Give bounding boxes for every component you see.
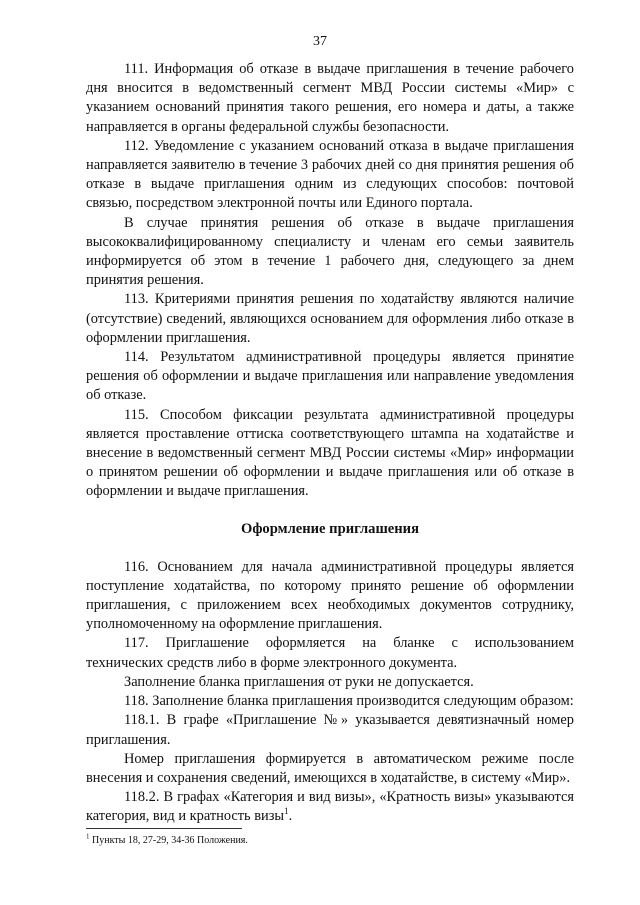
- paragraph-116: 116. Основанием для начала административной процедуры является поступление ходатайства, по которому принято решение об оформлении приглашения, с приложением всех необходимых документов сотруднику, уполномоченному на оформление приглашения.: [86, 558, 574, 633]
- paragraph-114: 114. Результатом административной процедуры является принятие решения об оформлении и выдаче приглашения или направление уведомления об отказе.: [86, 349, 574, 404]
- paragraph-118-1-note: Номер приглашения формируется в автоматическом режиме после внесения и сохранения сведений, имеющихся в ходатайстве, в систему «Мир».: [86, 750, 574, 786]
- paragraph-112: 112. Уведомление с указанием оснований отказа в выдаче приглашения направляется заявителю в течение 3 рабочих дней со дня принятия решения об отказе в выдаче приглашения одним из следующих способов: почтовой связью, посредством электронной почты или Единого портала.: [86, 137, 574, 212]
- page-number: 37: [313, 34, 327, 49]
- paragraph-111: 111. Информация об отказе в выдаче приглашения в течение рабочего дня вносится в ведомственный сегмент МВД России системы «Мир» с указанием оснований принятия такого решения, его номера и даты, а также направляется в органы федеральной службы безопасности.: [86, 61, 574, 135]
- paragraph-115: 115. Способом фиксации результата административной процедуры является проставление оттиска соответствующего штампа на ходатайстве и внесение в ведомственный сегмент МВД России системы «Мир» информации о принятом решении об оформлении и выдаче приглашения или об отказе в оформлении и выдаче приглашения.: [86, 406, 574, 500]
- footnote-reference[interactable]: 1: [284, 806, 289, 817]
- paragraph-112-continued: В случае принятия решения об отказе в выдаче приглашения высококвалифицированному специалисту и членам его семьи заявитель информируется об этом в течение 1 рабочего дня, следующего за днем принятия решения.: [86, 214, 574, 289]
- paragraph-117-note: Заполнение бланка приглашения от руки не допускается.: [124, 673, 474, 690]
- paragraph-118: 118. Заполнение бланка приглашения производится следующим образом:: [124, 693, 574, 710]
- footnote-separator: [86, 828, 242, 829]
- paragraph-118-2: 118.2. В графах «Категория и вид визы», «Кратность визы» указываются категория, вид и кратность визы$^1$.: [86, 789, 574, 825]
- paragraph-118-2-text: 118.2. В графах «Категория и вид визы», «Кратность визы» указываются категория, вид и кратность визы: [86, 789, 574, 825]
- paragraph-117: 117. Приглашение оформляется на бланке с использованием технических средств либо в форме электронного документа.: [86, 635, 574, 671]
- paragraph-118-1: 118.1. В графе «Приглашение №» указывается девятизначный номер приглашения.: [86, 712, 574, 748]
- footnote-marker: 1: [86, 832, 90, 841]
- footnote: [86, 834, 574, 847]
- paragraph-113: 113. Критериями принятия решения по ходатайству являются наличие (отсутствие) сведений, являющихся основанием для оформления либо отказе в оформлении приглашения.: [86, 291, 574, 346]
- document-body: [86, 60, 574, 827]
- section-heading: Оформление приглашения: [240, 520, 419, 537]
- footnote-text: Пункты 18, 27-29, 34-36 Положения.: [89, 835, 248, 846]
